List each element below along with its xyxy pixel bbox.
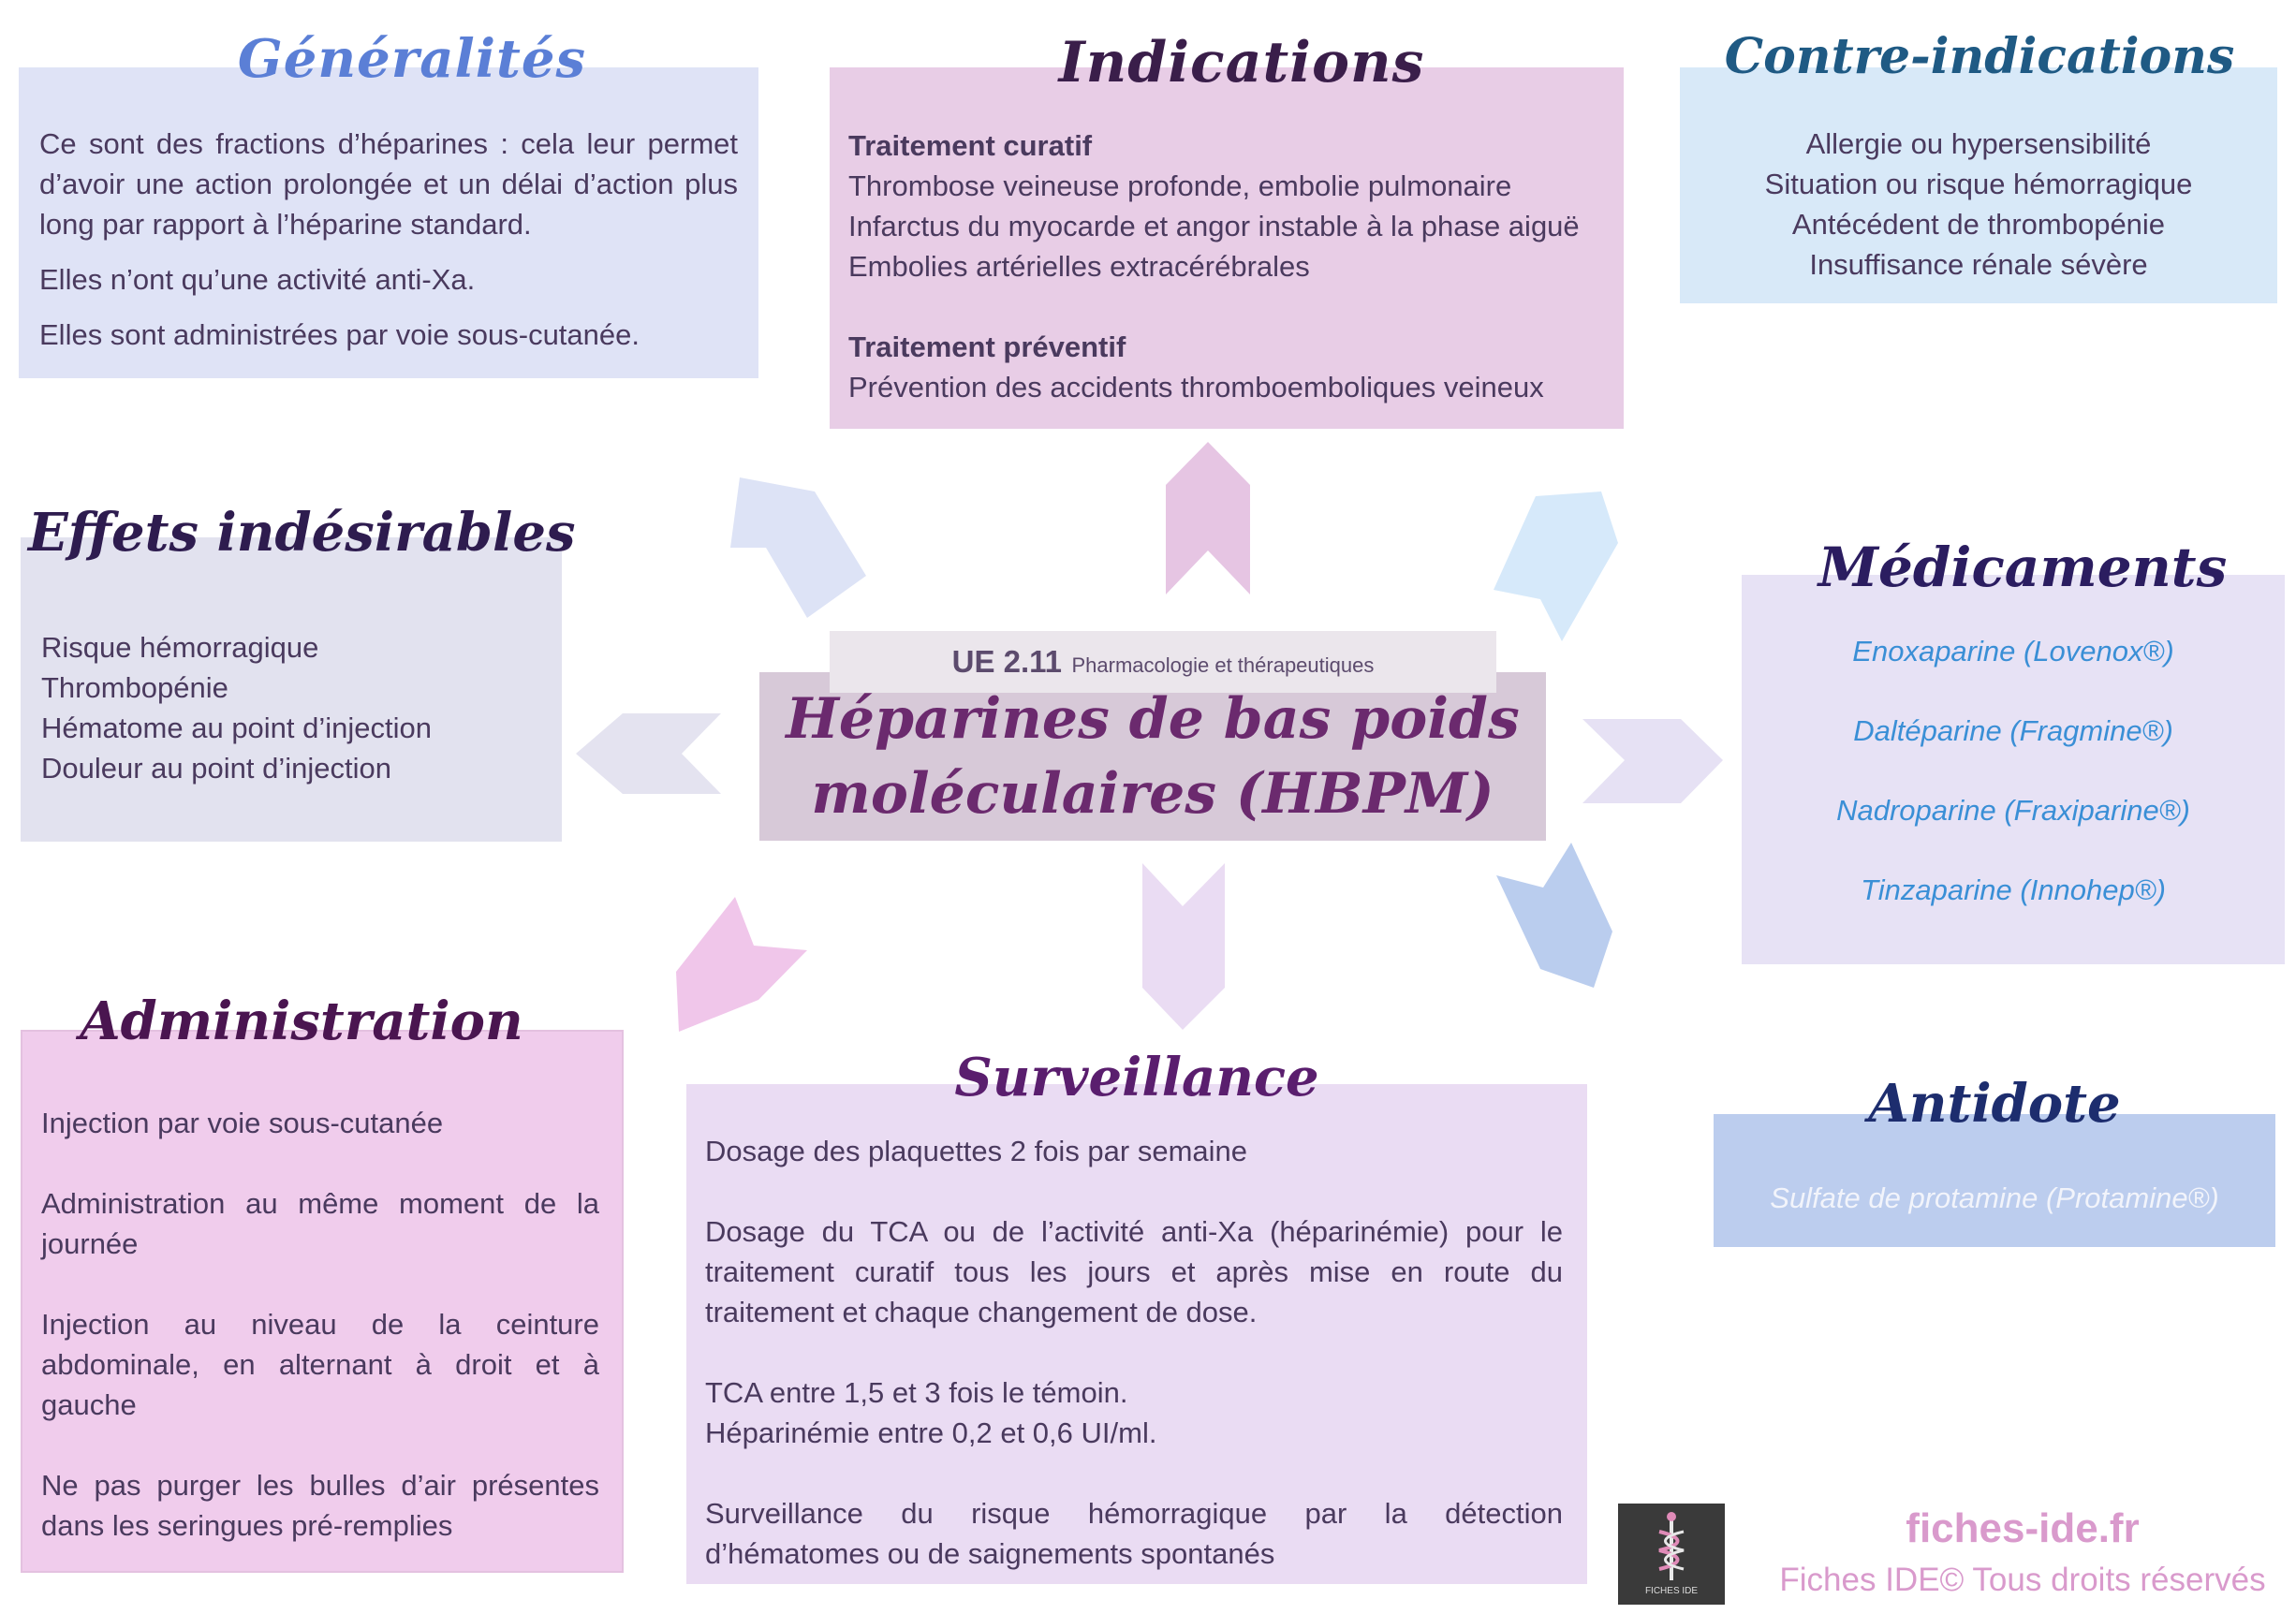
indications-preventif-1: Prévention des accidents thromboemboliques veineux [848,371,1544,404]
contre-indications-text [1689,124,2268,285]
arrow-downright-antidote [1496,843,1612,988]
surveillance-box [686,1084,1587,1584]
center-title [759,682,1546,831]
center-title-line1: Héparines de bas poids [786,686,1520,752]
administration-title: Administration [80,990,523,1052]
effets-item-2: Thrombopénie [41,671,228,704]
administration-p4: Ne pas purger les bulles d’air présentes dans les seringues pré-remplies [41,1469,599,1542]
arrow-up-indications [1166,442,1250,594]
indications-curatif-3: Embolies artérielles extracérébrales [848,250,1310,283]
administration-text [41,1103,599,1546]
indications-box [830,67,1624,429]
ue-code: UE 2.11 [951,644,1063,679]
surveillance-p4: Surveillance du risque hémorragique par la détection d’hématomes ou de saignements spontanés [705,1497,1563,1570]
effets-box [21,537,562,842]
logo-text: FICHES IDE [1644,1586,1699,1596]
effets-text [41,627,541,788]
administration-p2: Administration au même moment de la journée [41,1187,599,1260]
medicament-3: Nadroparine (Fraxiparine®) [1836,794,2190,827]
contre-indications-title: Contre-indications [1724,28,2235,85]
arrow-upright-contre [1494,492,1618,641]
generalites-box [19,67,758,378]
footer-site: fiches-ide.fr [1906,1505,2140,1551]
center-title-line2: moléculaires (HBPM) [811,761,1494,827]
medicaments-list [1751,631,2275,910]
medicament-1: Enoxaparine (Lovenox®) [1852,635,2174,668]
effets-item-1: Risque hémorragique [41,631,319,664]
generalites-p1: Ce sont des fractions d’héparines : cela leur permet d’avoir une action prolongée et un délai d’action plus long par rapport à l’héparine standard. [39,127,738,241]
surveillance-p2: Dosage du TCA ou de l’activité anti-Xa (héparinémie) pour le traitement curatif tous les jours et après mise en route du traitement et chaque changement de dose. [705,1215,1563,1328]
generalites-p2: Elles n’ont qu’une activité anti-Xa. [39,263,476,296]
antidote-text [1723,1178,2266,1218]
arrow-left-effets [576,713,721,794]
surveillance-p3b: Héparinémie entre 0,2 et 0,6 UI/ml. [705,1416,1157,1449]
medicament-2: Daltéparine (Fragmine®) [1853,714,2173,747]
surveillance-title: Surveillance [954,1047,1319,1108]
indications-curatif-1: Thrombose veineuse profonde, embolie pulmonaire [848,169,1512,202]
surveillance-p3a: TCA entre 1,5 et 3 fois le témoin. [705,1376,1128,1409]
administration-box [21,1030,624,1573]
footer-copyright: Fiches IDE© Tous droits réservés [1779,1562,2266,1598]
generalites-title: Généralités [237,28,587,90]
contre-item-3: Antécédent de thrombopénie [1791,208,2166,241]
indications-curatif-2: Infarctus du myocarde et angor instable à la phase aiguë [848,210,1580,242]
arrow-down-surveillance [1142,863,1225,1030]
medicament-4: Tinzaparine (Innohep®) [1861,873,2166,906]
indications-preventif-label: Traitement préventif [848,330,1126,363]
antidote-title: Antidote [1868,1073,2121,1135]
ue-subject: Pharmacologie et thérapeutiques [1071,653,1375,677]
medicaments-box [1742,575,2285,964]
effets-item-4: Douleur au point d’injection [41,752,391,785]
arrow-upleft-generalites [730,477,866,618]
logo [1618,1504,1725,1605]
contre-item-1: Allergie ou hypersensibilité [1805,127,2152,160]
surveillance-p1: Dosage des plaquettes 2 fois par semaine [705,1135,1248,1167]
contre-item-2: Situation ou risque hémorragique [1764,168,2193,200]
effets-item-3: Hématome au point d’injection [41,712,433,744]
medicaments-title: Médicaments [1818,536,2228,599]
antidote-item: Sulfate de protamine (Protamine®) [1770,1181,2219,1214]
arrow-downleft-administration [676,897,807,1032]
indications-curatif-label: Traitement curatif [848,129,1093,162]
surveillance-text [705,1131,1563,1574]
administration-p1: Injection par voie sous-cutanée [41,1107,444,1139]
generalites-text [39,124,738,355]
effets-title: Effets indésirables [28,502,576,564]
indications-text [848,125,1605,407]
arrow-right-medicaments [1582,719,1723,803]
indications-title: Indications [1058,30,1425,95]
administration-p3: Injection au niveau de la ceinture abdominale, en alternant à droit et à gauche [41,1308,599,1421]
generalites-p3: Elles sont administrées par voie sous-cutanée. [39,318,640,351]
contre-indications-box [1680,67,2277,303]
contre-item-4: Insuffisance rénale sévère [1809,248,2148,281]
